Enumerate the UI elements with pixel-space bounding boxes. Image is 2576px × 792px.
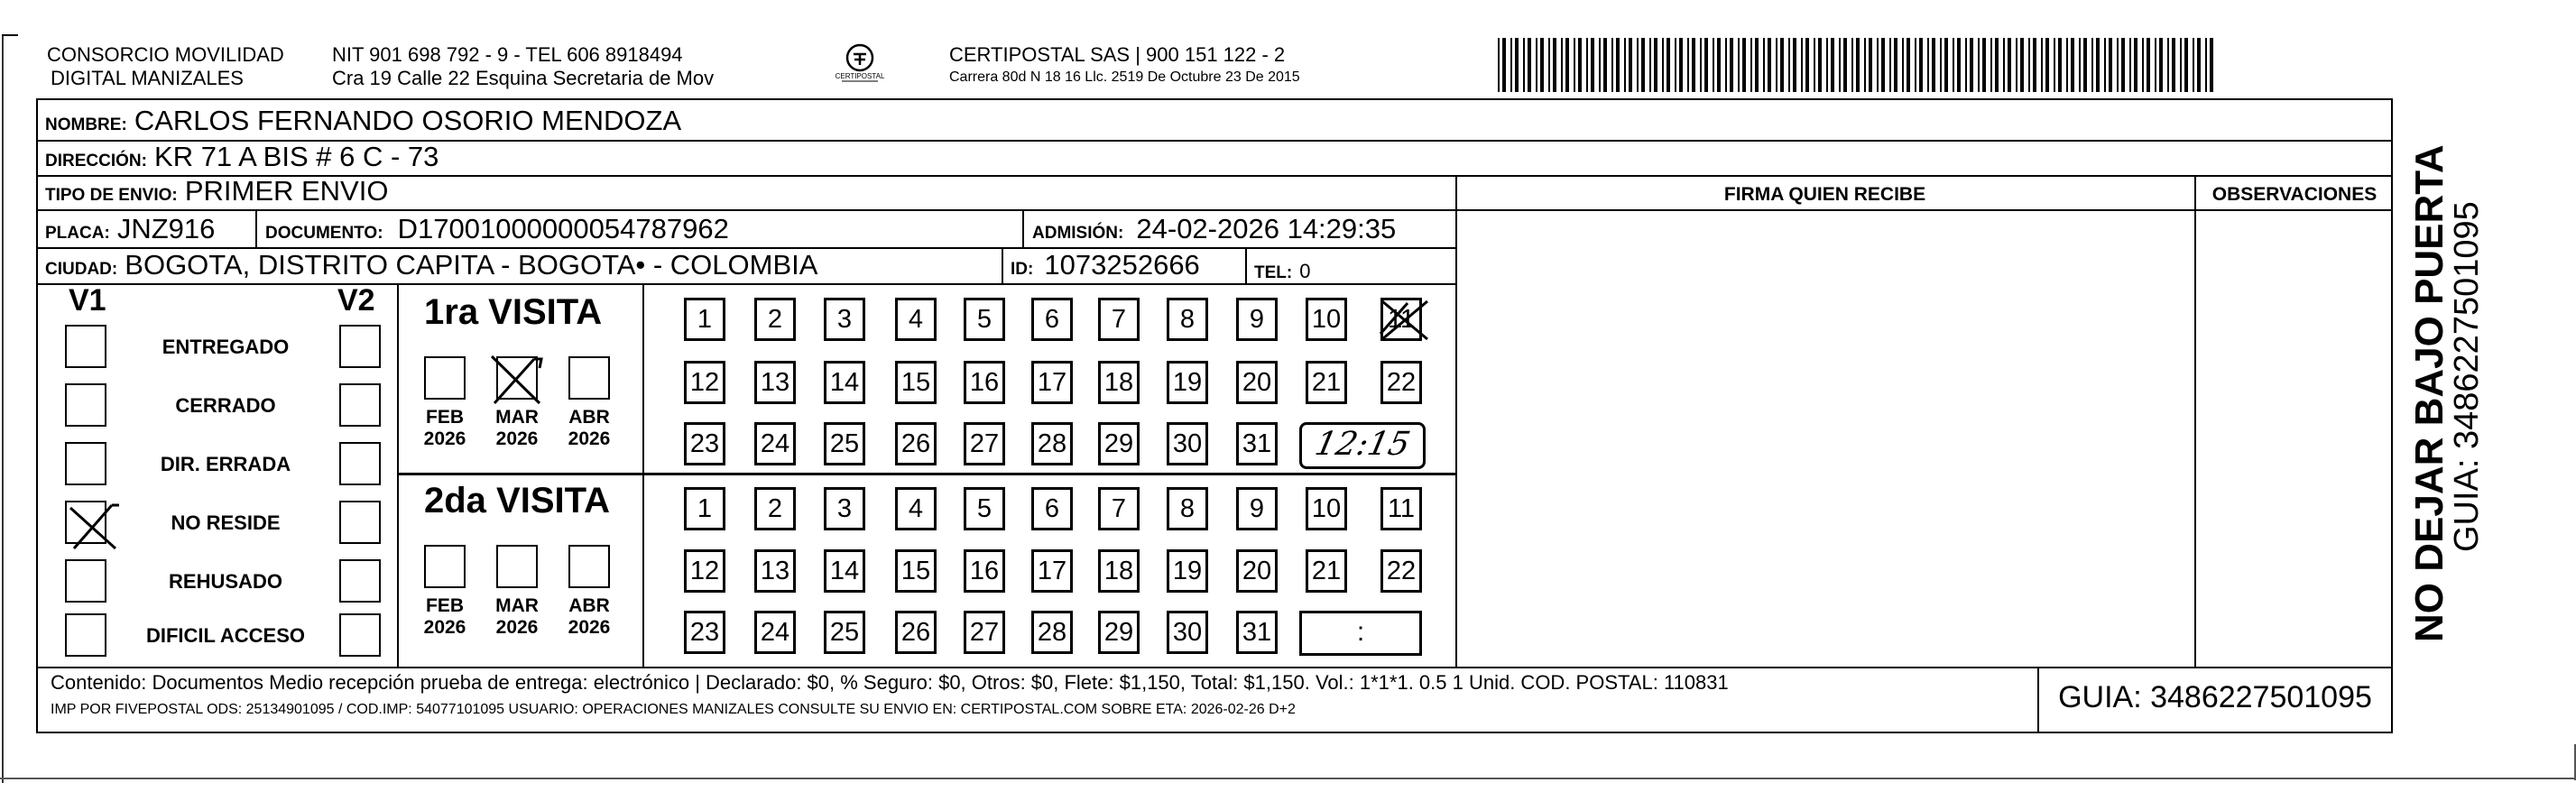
month-year: 2026 xyxy=(495,617,539,638)
tipo-envio-value: PRIMER ENVIO xyxy=(184,175,389,207)
month-year: 2026 xyxy=(495,428,539,449)
first-visit-day[interactable]: 26 xyxy=(895,422,937,465)
nit-line-1: NIT 901 698 792 - 9 - TEL 606 8918494 xyxy=(332,43,683,66)
month-year: 2026 xyxy=(423,617,466,638)
month-year: 2026 xyxy=(568,617,611,638)
second-visit-day[interactable]: 30 xyxy=(1167,611,1208,654)
second-visit-day[interactable]: 17 xyxy=(1031,549,1073,593)
first-visit-day[interactable]: 6 xyxy=(1031,298,1073,341)
second-visit-day[interactable]: 31 xyxy=(1236,611,1278,654)
second-visit-day[interactable]: 29 xyxy=(1098,611,1140,654)
direccion-label: DIRECCIÓN: xyxy=(45,152,147,170)
first-visit-time-box[interactable] xyxy=(1299,422,1426,469)
no-dejar-bajo-puerta: NO DEJAR BAJO PUERTA xyxy=(2407,144,2451,642)
first-visit-day[interactable]: 7 xyxy=(1098,298,1140,341)
certi-line-1: CERTIPOSTAL SAS | 900 151 122 - 2 xyxy=(949,43,1286,66)
first-visit-day[interactable]: 8 xyxy=(1167,298,1208,341)
status-label: DIR. ERRADA xyxy=(160,453,291,475)
first-visit-day[interactable]: 13 xyxy=(754,361,796,404)
first-visit-day[interactable]: 30 xyxy=(1167,422,1208,465)
second-visit-day[interactable]: 12 xyxy=(684,549,725,593)
nit-line-2: Cra 19 Calle 22 Esquina Secretaria de Mov xyxy=(332,67,715,89)
first-visit-day[interactable]: 21 xyxy=(1306,361,1347,404)
time-placeholder: : xyxy=(1356,617,1365,647)
status-label: DIFICIL ACCESO xyxy=(145,624,305,647)
second-visit-day[interactable]: 11 xyxy=(1380,487,1422,530)
second-visit-day[interactable]: 6 xyxy=(1031,487,1073,530)
placa-value: JNZ916 xyxy=(116,213,216,244)
ciudad-label: CIUDAD: xyxy=(45,260,118,279)
company-line-2: DIGITAL MANIZALES xyxy=(51,67,244,89)
first-visit-day[interactable]: 2 xyxy=(754,298,796,341)
second-visit-day[interactable]: 5 xyxy=(964,487,1005,530)
company-line-1: CONSORCIO MOVILIDAD xyxy=(47,43,284,66)
footer-guia-text: GUIA: 3486227501095 xyxy=(2058,680,2372,714)
nombre-value: CARLOS FERNANDO OSORIO MENDOZA xyxy=(134,105,682,136)
second-visit-day[interactable]: 9 xyxy=(1236,487,1278,530)
v1-header: V1 xyxy=(69,283,106,318)
second-visit-day[interactable]: 20 xyxy=(1236,549,1278,593)
second-visit-day[interactable]: 1 xyxy=(684,487,725,530)
certi-line-2: Carrera 80d N 18 16 Llc. 2519 De Octubre 23 De 2015 xyxy=(949,69,1300,85)
first-visit-day[interactable]: 3 xyxy=(824,298,865,341)
direccion-value: KR 71 A BIS # 6 C - 73 xyxy=(154,141,439,172)
month-name: ABR xyxy=(568,407,610,428)
status-label: ENTREGADO xyxy=(162,336,290,358)
admision-value: 24-02-2026 14:29:35 xyxy=(1136,213,1397,244)
second-visit-time-box[interactable] xyxy=(1299,611,1422,656)
handwritten-time: 12:15 xyxy=(1311,426,1414,463)
tel-label: TEL: xyxy=(1254,263,1293,282)
first-visit-day[interactable]: 25 xyxy=(824,422,865,465)
first-visit-day[interactable]: 22 xyxy=(1380,361,1422,404)
first-visit-day[interactable]: 10 xyxy=(1306,298,1347,341)
ciudad-value: BOGOTA, DISTRITO CAPITA - BOGOTA• - COLOMBIA xyxy=(125,249,818,281)
second-visit-day[interactable]: 28 xyxy=(1031,611,1073,654)
footer-guia xyxy=(2037,667,2393,733)
first-visit-day[interactable]: 16 xyxy=(964,361,1005,404)
observaciones-header: OBSERVACIONES xyxy=(2211,184,2377,205)
bottom-edge-line xyxy=(0,778,2576,779)
logo-text: CERTIPOSTAL xyxy=(835,72,885,80)
tel-value: 0 xyxy=(1299,260,1311,282)
first-visit-day[interactable]: 19 xyxy=(1167,361,1208,404)
first-visit-day[interactable]: 12 xyxy=(684,361,725,404)
first-visit-day[interactable]: 14 xyxy=(824,361,865,404)
second-visit-day[interactable]: 24 xyxy=(754,611,796,654)
month-year: 2026 xyxy=(568,428,611,449)
footer-content-line: Contenido: Documentos Medio recepción prueba de entrega: electrónico | Declarado: $0, % Seguro: $0, Otros: $0, Flete: $1,150, Total: $1,150. Vol.: 1*1*1. 0.5 1 Unid. COD. POSTAL: 110831 xyxy=(51,671,1729,694)
month-name: ABR xyxy=(568,595,610,616)
first-visit-day[interactable]: 29 xyxy=(1098,422,1140,465)
first-visit-day[interactable]: 4 xyxy=(895,298,937,341)
nombre-label: NOMBRE: xyxy=(45,115,127,134)
second-visit-day[interactable]: 7 xyxy=(1098,487,1140,530)
second-visit-day[interactable]: 27 xyxy=(964,611,1005,654)
month-name: MAR xyxy=(495,595,539,616)
second-visit-day[interactable]: 8 xyxy=(1167,487,1208,530)
second-visit-day[interactable]: 18 xyxy=(1098,549,1140,593)
placa-label: PLACA: xyxy=(45,224,110,243)
first-visit-day[interactable]: 1 xyxy=(684,298,725,341)
footer-print-line: IMP POR FIVEPOSTAL ODS: 25134901095 / COD.IMP: 54077101095 USUARIO: OPERACIONES MANIZALES CONSULTE SU ENVIO EN: CERTIPOSTAL.COM SOBRE ETA: 2026-02-26 D+2 xyxy=(51,702,1296,717)
v2-header: V2 xyxy=(337,283,375,318)
second-visit-day[interactable]: 4 xyxy=(895,487,937,530)
tipo-envio-label: TIPO DE ENVIO: xyxy=(45,186,178,205)
documento-label: DOCUMENTO: xyxy=(265,224,383,243)
month-name: FEB xyxy=(426,595,464,616)
first-visit-day[interactable]: 5 xyxy=(964,298,1005,341)
first-visit-day[interactable]: 11 xyxy=(1380,298,1422,341)
id-value: 1073252666 xyxy=(1044,249,1200,281)
first-visit-day[interactable]: 31 xyxy=(1236,422,1278,465)
first-visit-title: 1ra VISITA xyxy=(424,292,603,332)
firma-header: FIRMA QUIEN RECIBE xyxy=(1723,184,1926,205)
first-visit-day[interactable]: 9 xyxy=(1236,298,1278,341)
status-label: CERRADO xyxy=(175,394,276,417)
month-name: FEB xyxy=(426,407,464,428)
status-label: NO RESIDE xyxy=(171,511,281,534)
status-label: REHUSADO xyxy=(169,570,282,593)
second-visit-day[interactable]: 22 xyxy=(1380,549,1422,593)
first-visit-day[interactable]: 18 xyxy=(1098,361,1140,404)
second-visit-day[interactable]: 16 xyxy=(964,549,1005,593)
first-visit-day[interactable]: 20 xyxy=(1236,361,1278,404)
second-visit-day[interactable]: 26 xyxy=(895,611,937,654)
second-visit-day[interactable]: 23 xyxy=(684,611,725,654)
second-visit-day[interactable]: 13 xyxy=(754,549,796,593)
first-visit-day[interactable]: 24 xyxy=(754,422,796,465)
second-visit-day[interactable]: 15 xyxy=(895,549,937,593)
month-year: 2026 xyxy=(423,428,466,449)
second-visit-day[interactable]: 19 xyxy=(1167,549,1208,593)
first-visit-day[interactable]: 28 xyxy=(1031,422,1073,465)
second-visit-day[interactable]: 25 xyxy=(824,611,865,654)
first-visit-day[interactable]: 27 xyxy=(964,422,1005,465)
first-visit-day[interactable]: 17 xyxy=(1031,361,1073,404)
first-visit-day[interactable]: 15 xyxy=(895,361,937,404)
month-name: MAR xyxy=(495,407,539,428)
second-visit-day[interactable]: 14 xyxy=(824,549,865,593)
second-visit-day[interactable]: 3 xyxy=(824,487,865,530)
second-visit-day[interactable]: 21 xyxy=(1306,549,1347,593)
documento-value: D17001000000054787962 xyxy=(397,213,729,244)
side-guia: GUIA: 3486227501095 xyxy=(2448,201,2486,552)
id-label: ID: xyxy=(1011,260,1034,279)
admision-label: ADMISIÓN: xyxy=(1032,224,1124,243)
second-visit-title: 2da VISITA xyxy=(424,481,610,520)
second-visit-day[interactable]: 2 xyxy=(754,487,796,530)
second-visit-day[interactable]: 10 xyxy=(1306,487,1347,530)
first-visit-day[interactable]: 23 xyxy=(684,422,725,465)
